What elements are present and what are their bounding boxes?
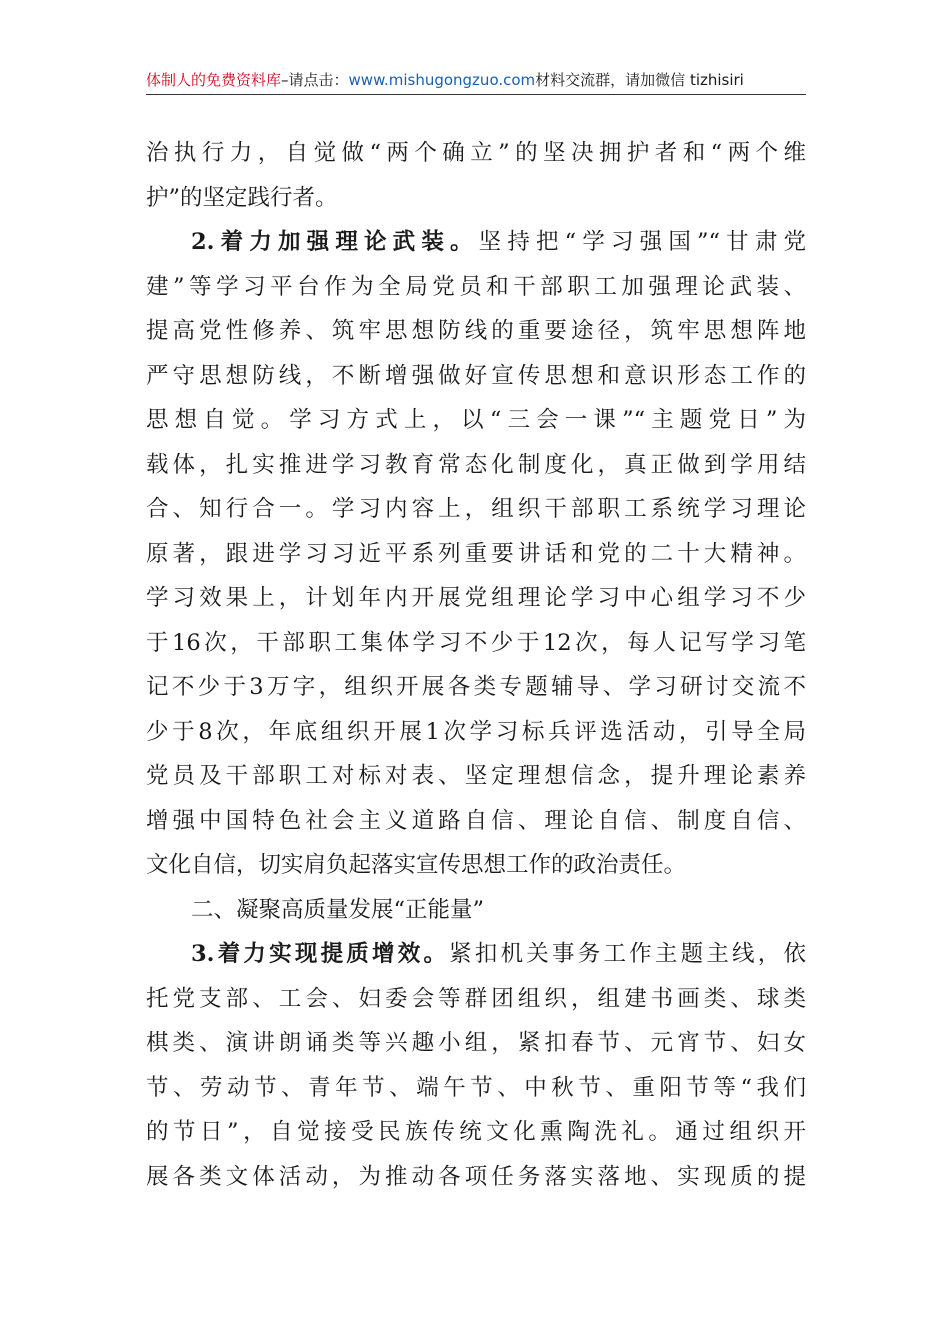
section-heading-2: 二、凝聚高质量发展“正能量” <box>191 896 485 923</box>
text-line: 棋类、演讲朗诵类等兴趣小组，紧扣春节、元宵节、妇女 <box>146 1030 806 1056</box>
header-wechat-note: 材料交流群，请加微信 tizhisiri <box>535 71 744 89</box>
text-line: 严守思想防线，不断增强做好宣传思想和意识形态工作的 <box>146 362 806 389</box>
text-line: 的节日”，自觉接受民族传统文化熏陶洗礼。通过组织开 <box>146 1119 806 1145</box>
header-click-prompt: –请点击： <box>281 71 349 89</box>
text-line: 增强中国特色社会主义道路自信、理论自信、制度自信、 <box>146 807 806 834</box>
text-run: 紧扣机关事务工作主题主线，依 <box>449 941 806 967</box>
text-run: 坚持把“学习强国”“甘肃党 <box>478 229 806 255</box>
header-brand: 体制人的免费资料库 <box>146 71 282 89</box>
text-line: 合、知行合一。学习内容上，组织干部职工系统学习理论 <box>146 496 806 522</box>
text-line: 托党支部、工会、妇委会等群团组织，组建书画类、球类 <box>146 985 806 1012</box>
text-line: 少于8次，年底组织开展1次学习标兵评选活动，引导全局 <box>146 718 806 745</box>
text-line: 思想自觉。学习方式上，以“三会一课”“主题党日”为 <box>146 407 806 433</box>
subheading-3: 3.着力实现提质增效。 <box>191 941 450 967</box>
text-line: 提高党性修养、筑牢思想防线的重要途径，筑牢思想阵地 <box>146 318 806 344</box>
paragraph-3-first-line <box>146 932 806 977</box>
text-line: 党员及干部职工对标对表、坚定理想信念，提升理论素养 <box>146 763 806 789</box>
text-line: 记不少于3万字，组织开展各类专题辅导、学习研讨交流不 <box>146 674 806 700</box>
text-line: 载体，扎实推进学习教育常态化制度化，真正做到学用结 <box>146 451 806 478</box>
text-line: 护”的坚定践行者。 <box>146 184 338 211</box>
document-body <box>146 131 806 1199</box>
text-line: 节、劳动节、青年节、端午节、中秋节、重阳节等“我们 <box>146 1074 806 1101</box>
header-website-link[interactable]: www.mishugongzuo.com <box>348 71 536 89</box>
text-line: 治执行力，自觉做“两个确立”的坚决拥护者和“两个维 <box>146 140 806 166</box>
paragraph-2-first-line <box>146 220 806 265</box>
text-line: 展各类文体活动，为推动各项任务落实落地、实现质的提 <box>146 1163 806 1190</box>
subheading-2: 2.着力加强理论武装。 <box>191 229 479 255</box>
text-line: 建”等学习平台作为全局党员和干部职工加强理论武装、 <box>146 273 806 300</box>
text-line: 原著，跟进学习习近平系列重要讲话和党的二十大精神。 <box>146 540 806 567</box>
text-line: 于16次，干部职工集体学习不少于12次，每人记写学习笔 <box>146 629 806 656</box>
text-line: 学习效果上，计划年内开展党组理论学习中心组学习不少 <box>146 585 806 611</box>
text-line: 文化自信，切实肩负起落实宣传思想工作的政治责任。 <box>146 852 687 878</box>
page-header-banner <box>146 66 806 95</box>
